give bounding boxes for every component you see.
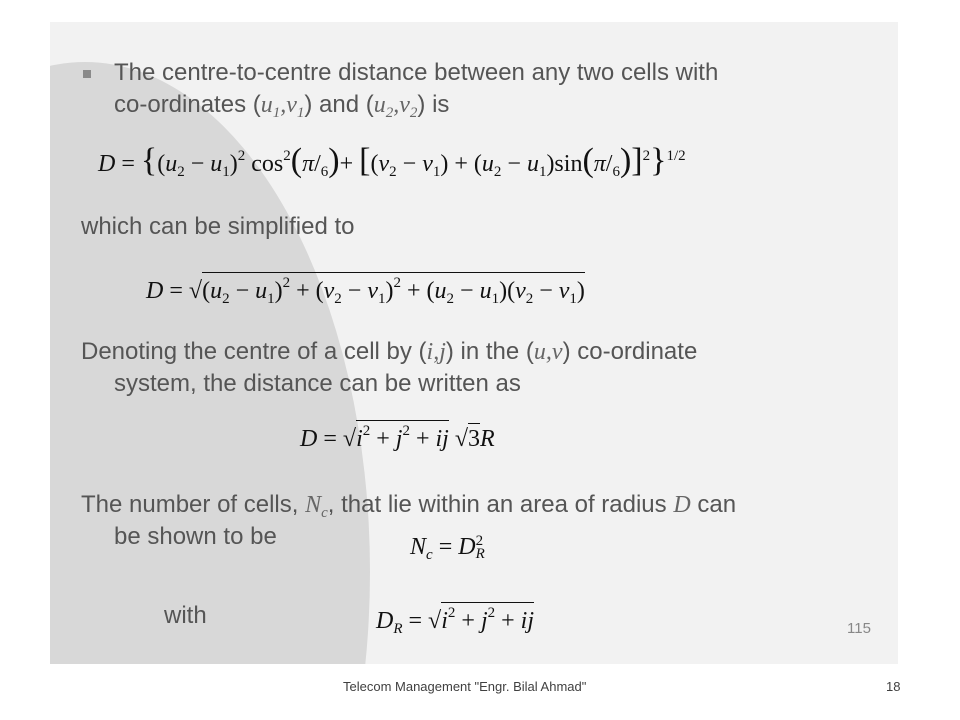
equation-dr: $D_R = √i^2 + j^2$ + ij <box>376 602 534 638</box>
text-line: with <box>164 602 207 629</box>
uv-term: u,v <box>533 339 563 365</box>
text-line: The centre-to-centre distance between any two cells with <box>114 59 719 86</box>
ij-term: i,j <box>426 339 446 365</box>
nc-term: $N_c$ <box>305 492 328 521</box>
coordinate-1: $u_1,v_1$ <box>260 92 305 121</box>
equation-ij: $D = √i^2 + j^2$ + ij √3R <box>300 420 495 453</box>
text-line: be shown to be <box>114 523 277 550</box>
text-line: Denoting the centre of a cell by (i,j) in the (u,v) co-ordinate <box>81 338 698 365</box>
slide-image <box>50 22 898 664</box>
equation-nc: $N_c = D$ 2 R <box>410 533 485 563</box>
slide-number: 115 <box>847 620 871 637</box>
page-number: 18 <box>886 679 901 694</box>
coordinate-2: $u_2,v_2$ <box>373 92 418 121</box>
text-line: co-ordinates $(u_1,v_1)$ and $(u_2,v_2)$ is <box>114 91 450 121</box>
text-line: system, the distance can be written as <box>114 370 521 397</box>
d-term: D <box>673 492 691 518</box>
bullet-icon <box>83 70 91 78</box>
footer-title: Telecom Management "Engr. Bilal Ahmad" <box>343 679 587 694</box>
text-line: The number of cells, $N_c$, that lie within an area of radius D can <box>81 491 737 521</box>
equation-distance: $D = \{(u_2 - u_1)^2$ $\cos^2(\pi/_6)+ [(v_2 - v_1) + (u_2 - u_1)\sin(\pi/_6)]^2\}^{1/2}$ <box>98 142 686 180</box>
equation-simplified: $D = √(u_2 - u_1)^2 + (v_2 - v_1)^2 + (u_2 - u_1)(v_2 - v_1)$ <box>146 272 585 308</box>
text-line: which can be simplified to <box>81 213 355 240</box>
